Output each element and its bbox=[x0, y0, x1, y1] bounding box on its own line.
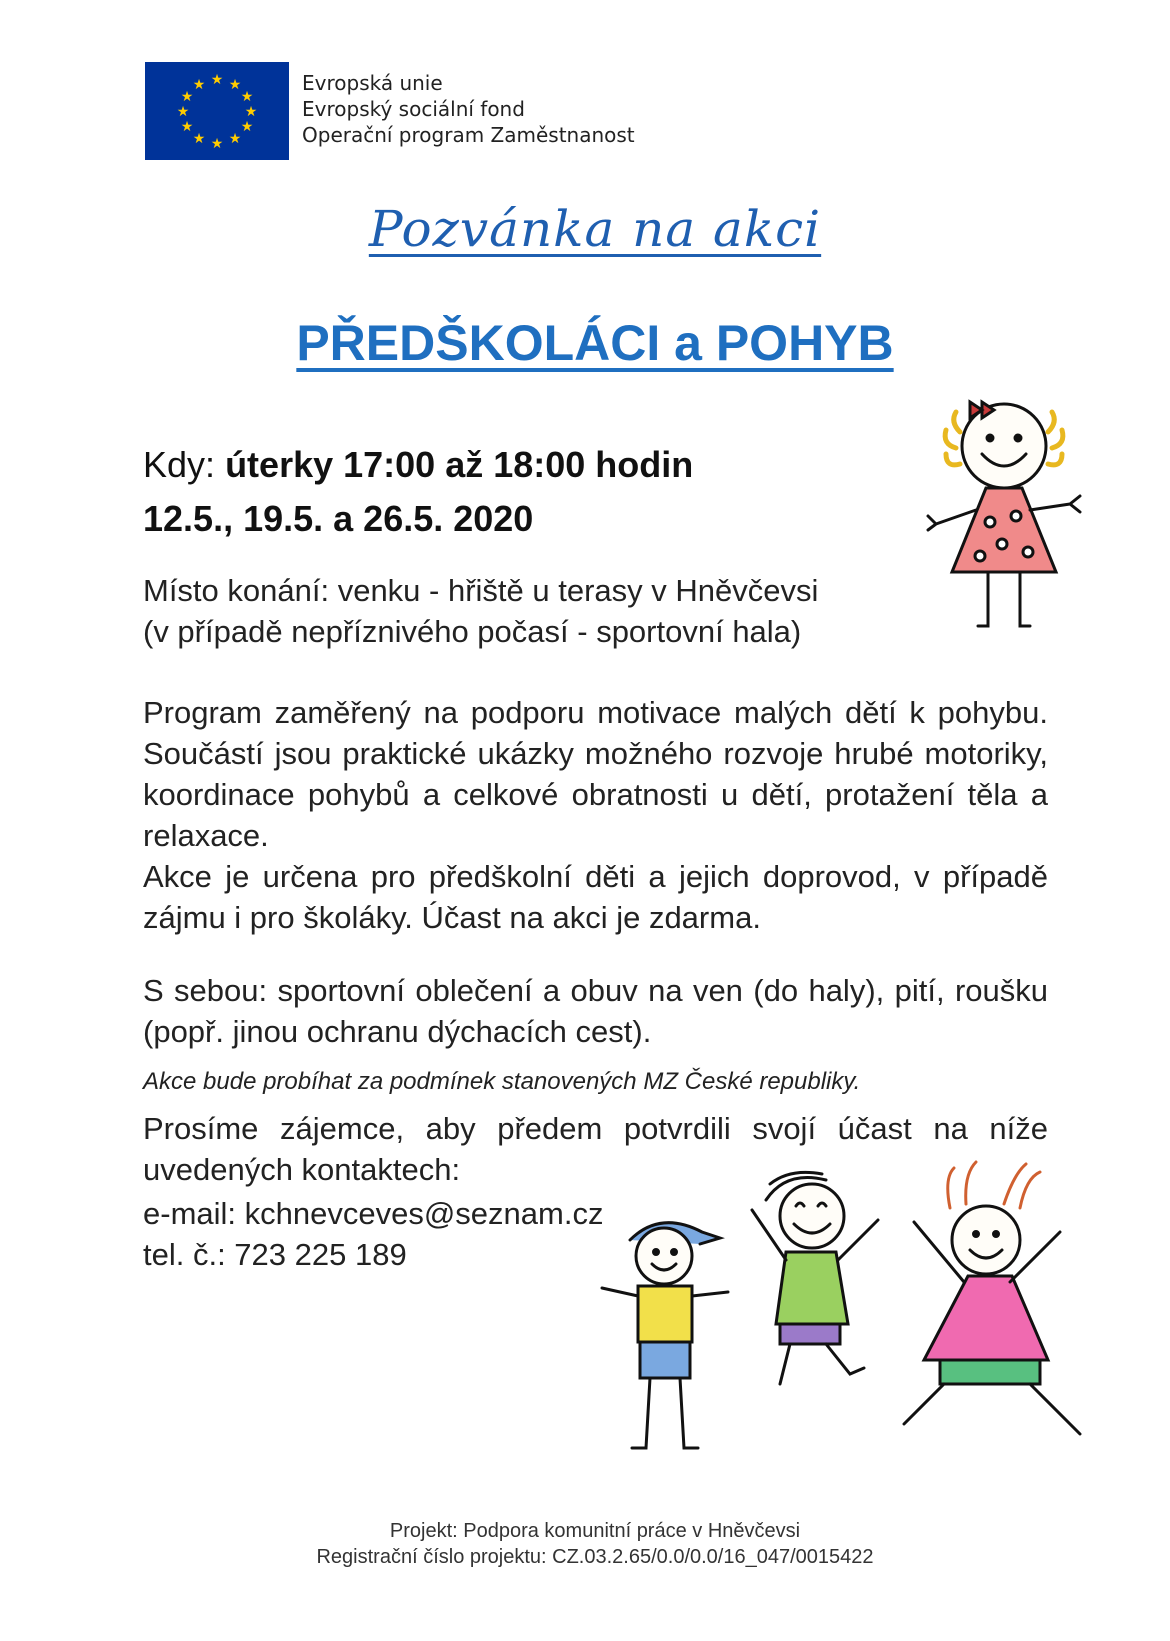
kids-illustration bbox=[590, 1160, 1100, 1480]
when-time: úterky 17:00 až 18:00 hodin bbox=[225, 444, 694, 485]
svg-text:★: ★ bbox=[180, 88, 194, 104]
event-place bbox=[143, 570, 1048, 652]
svg-text:★: ★ bbox=[192, 76, 206, 92]
event-title-block bbox=[0, 314, 1170, 372]
place-line-1: Místo konání: venku - hřiště u terasy v Hněvčevsi bbox=[143, 573, 819, 608]
svg-text:★: ★ bbox=[240, 118, 254, 134]
contact-phone[interactable]: tel. č.: 723 225 189 bbox=[143, 1237, 407, 1272]
girl-drawing-icon bbox=[920, 392, 1100, 632]
footer-registration: Registrační číslo projektu: CZ.03.2.65/0.0/0.0/16_047/0015422 bbox=[316, 1546, 874, 1568]
footer-project: Projekt: Podpora komunitní práce v Hněvčevsi bbox=[389, 1520, 801, 1542]
svg-text:★: ★ bbox=[192, 130, 206, 146]
when-dates: 12.5., 19.5. a 26.5. 2020 bbox=[143, 498, 534, 539]
eu-line-2: Evropský sociální fond bbox=[302, 97, 525, 121]
invite-heading bbox=[0, 200, 1170, 258]
svg-text:★: ★ bbox=[240, 88, 254, 104]
eu-line-1: Evropská unie bbox=[302, 71, 443, 95]
project-footer bbox=[0, 1518, 1170, 1570]
svg-text:★: ★ bbox=[210, 71, 224, 87]
girl-illustration bbox=[920, 392, 1100, 632]
invite-title: Pozvánka na akci bbox=[368, 200, 822, 258]
program-description: Program zaměřený na podporu motivace malých dětí k pohybu. Součástí jsou praktické ukázky možného rozvoje hrubé motoriky, koordinace pohybů a celkové obratnosti u dětí, protažení těla a relaxace. bbox=[143, 695, 1048, 853]
event-title: PŘEDŠKOLÁCI a POHYB bbox=[296, 315, 894, 371]
svg-text:★: ★ bbox=[180, 118, 194, 134]
svg-text:★: ★ bbox=[228, 76, 242, 92]
contact-email[interactable]: e-mail: kchnevceves@seznam.cz bbox=[143, 1196, 604, 1231]
health-note: Akce bude probíhat za podmínek stanovených MZ České republiky. bbox=[143, 1068, 861, 1095]
eu-program-text bbox=[302, 70, 635, 148]
place-line-2: (v případě nepříznivého počasí - sportovní hala) bbox=[143, 614, 802, 649]
eu-stars-icon bbox=[145, 62, 289, 160]
svg-text:★: ★ bbox=[176, 103, 190, 119]
svg-text:★: ★ bbox=[228, 130, 242, 146]
eu-line-3: Operační program Zaměstnanost bbox=[302, 123, 635, 147]
svg-text:★: ★ bbox=[244, 103, 258, 119]
when-label: Kdy: bbox=[143, 444, 216, 485]
svg-text:★: ★ bbox=[210, 135, 224, 151]
eu-flag-logo bbox=[145, 62, 289, 160]
audience-description: Akce je určena pro předškolní děti a jejich doprovod, v případě zájmu i pro školáky. Účast na akci je zdarma. bbox=[143, 859, 1048, 935]
event-when bbox=[143, 438, 693, 546]
bring-list: S sebou: sportovní oblečení a obuv na ven (do haly), pití, roušku (popř. jinou ochranu dýchacích cest). bbox=[143, 973, 1048, 1049]
confirm-request: Prosíme zájemce, aby předem potvrdili svojí účast na níže uvedených kontaktech: bbox=[143, 1111, 1048, 1187]
kids-drawing-icon bbox=[590, 1160, 1100, 1480]
